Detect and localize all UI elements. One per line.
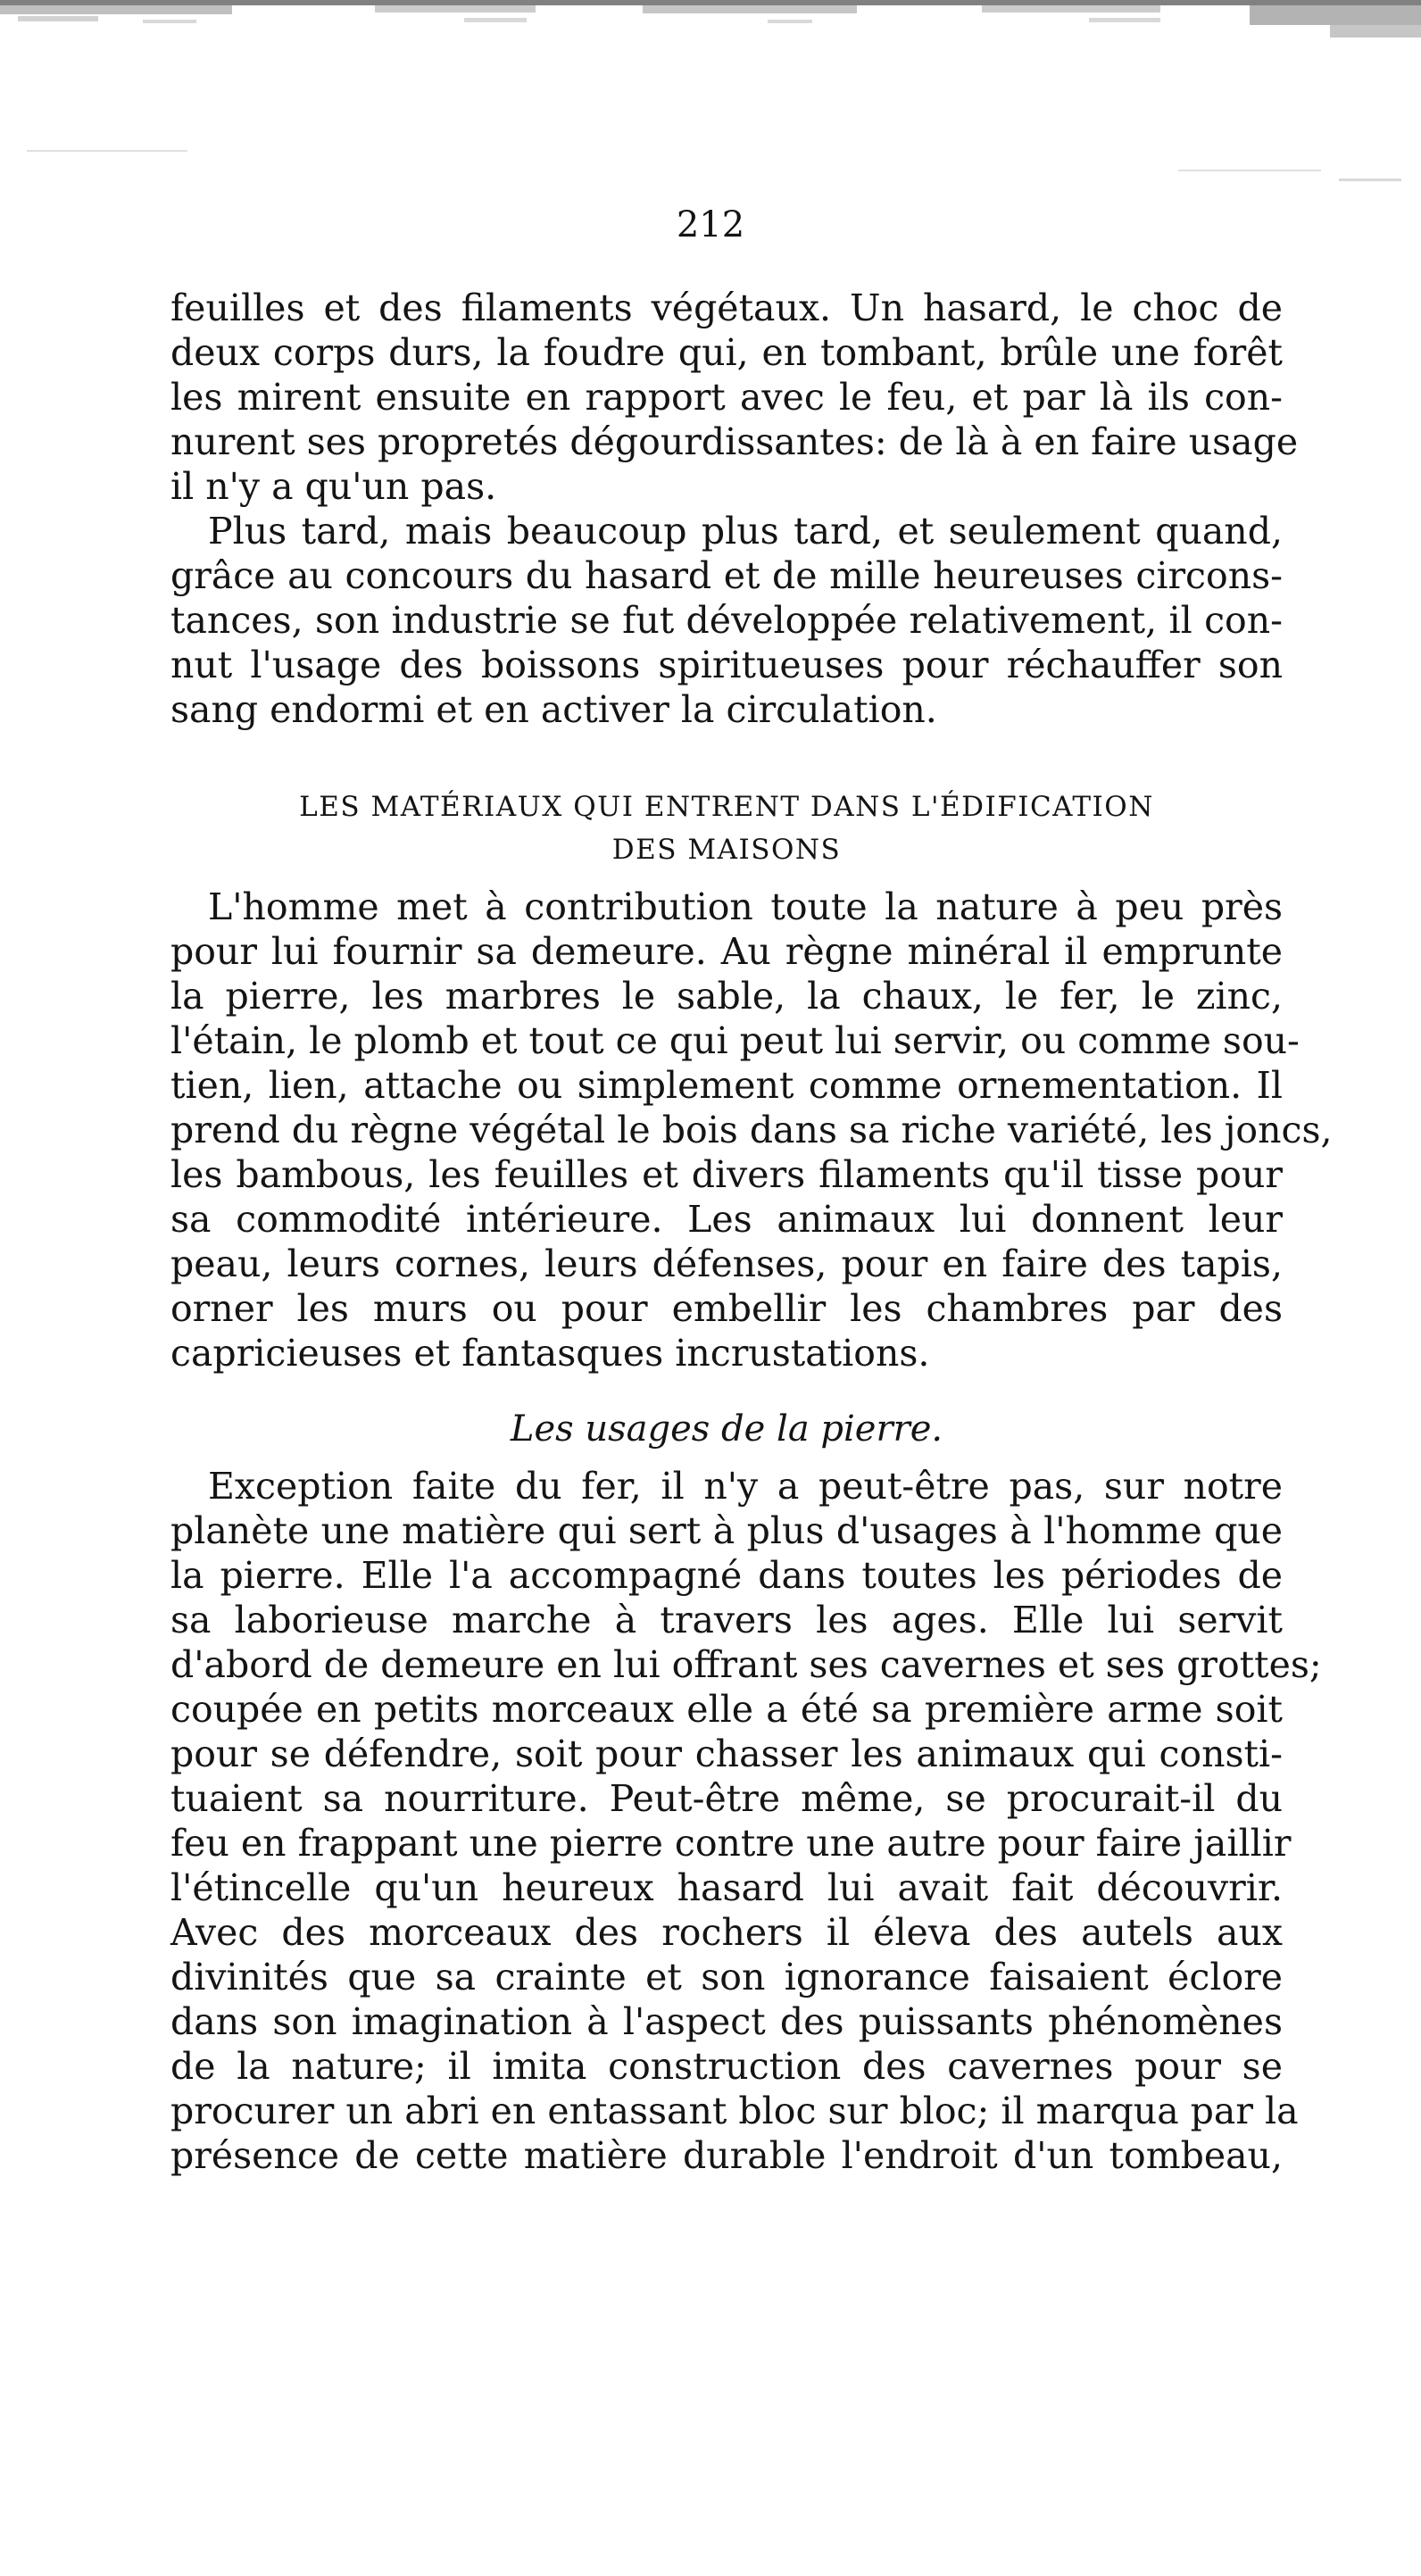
text-line: tuaient sa nourriture. Peut-être même, se procurait-il du [170,1777,1283,1820]
scan-noise-top [0,0,1421,205]
paragraph-2 [170,509,1283,732]
text-line: présence de cette matière durable l'endroit d'un tombeau, [170,2134,1283,2177]
text-line: prend du règne végétal le bois dans sa riche variété, les joncs, [170,1109,1333,1151]
page-number: 212 [676,204,745,245]
text-line: nut l'usage des boissons spiritueuses pour réchauffer son [170,644,1283,686]
text-line: la pierre, les marbres le sable, la chaux, le fer, le zinc, [170,975,1283,1018]
text-line: pour lui fournir sa demeure. Au règne minéral il emprunte [170,930,1283,973]
text-line: procurer un abri en entassant bloc sur bloc; il marqua par la [170,2090,1299,2132]
subsection-heading: Les usages de la pierre. [510,1408,943,1450]
text-line: les bambous, les feuilles et divers filaments qu'il tisse pour [170,1153,1283,1196]
text-line: grâce au concours du hasard et de mille heureuses circons- [170,554,1283,597]
text-line: l'étain, le plomb et tout ce qui peut lui servir, ou comme sou- [170,1019,1300,1062]
text-line: nurent ses propretés dégourdissantes: de là à en faire usage [170,420,1299,463]
text-line: dans son imagination à l'aspect des puissants phénomènes [170,2000,1283,2043]
text-line: Plus tard, mais beaucoup plus tard, et seulement quand, [208,510,1283,553]
text-line: orner les murs ou pour embellir les chambres par des [170,1287,1283,1330]
text-line: tien, lien, attache ou simplement comme ornementation. Il [170,1064,1283,1107]
section-heading [170,785,1283,871]
paragraph-4 [170,1464,1322,2178]
paragraph-3 [170,885,1333,1375]
text-line: sa commodité intérieure. Les animaux lui donnent leur [170,1198,1283,1241]
text-line: feu en frappant une pierre contre une autre pour faire jaillir [170,1822,1292,1865]
text-line: l'étincelle qu'un heureux hasard lui avait fait découvrir. [170,1866,1283,1909]
text-line: la pierre. Elle l'a accompagné dans toutes les périodes de [170,1554,1283,1597]
text-line: d'abord de demeure en lui offrant ses cavernes et ses grottes; [170,1643,1322,1686]
text-line: tances, son industrie se fut développée relativement, il con- [170,599,1283,642]
text-line: peau, leurs cornes, leurs défenses, pour en faire des tapis, [170,1242,1283,1285]
body-text-section [170,885,1333,1375]
text-line: sa laborieuse marche à travers les ages. Elle lui servit [170,1599,1283,1641]
text-line: divinités que sa crainte et son ignorance faisaient éclore [170,1956,1283,1998]
text-line: capricieuses et fantasques incrustations. [170,1332,930,1375]
text-line: de la nature; il imita construction des cavernes pour se [170,2045,1283,2088]
body-text-subsection [170,1464,1322,2178]
body-text-top [170,286,1299,732]
section-heading-line-1: LES MATÉRIAUX QUI ENTRENT DANS L'ÉDIFICATION [299,791,1154,823]
text-line: coupée en petits morceaux elle a été sa première arme soit [170,1688,1283,1731]
text-line: il n'y a qu'un pas. [170,465,497,508]
text-line: pour se défendre, soit pour chasser les animaux qui consti- [170,1733,1283,1775]
text-line: sang endormi et en activer la circulation. [170,688,937,731]
text-line: Exception faite du fer, il n'y a peut-être pas, sur notre [208,1465,1283,1508]
text-line: Avec des morceaux des rochers il éleva des autels aux [170,1911,1283,1954]
text-line: les mirent ensuite en rapport avec le feu, et par là ils con- [170,376,1283,419]
text-line: L'homme met à contribution toute la nature à peu près [208,885,1283,928]
text-line: deux corps durs, la foudre qui, en tombant, brûle une forêt [170,331,1283,374]
text-line: feuilles et des filaments végétaux. Un hasard, le choc de [170,287,1283,329]
paragraph-1 [170,286,1299,509]
text-line: planète une matière qui sert à plus d'usages à l'homme que [170,1509,1283,1552]
section-heading-line-2: DES MAISONS [611,834,842,866]
